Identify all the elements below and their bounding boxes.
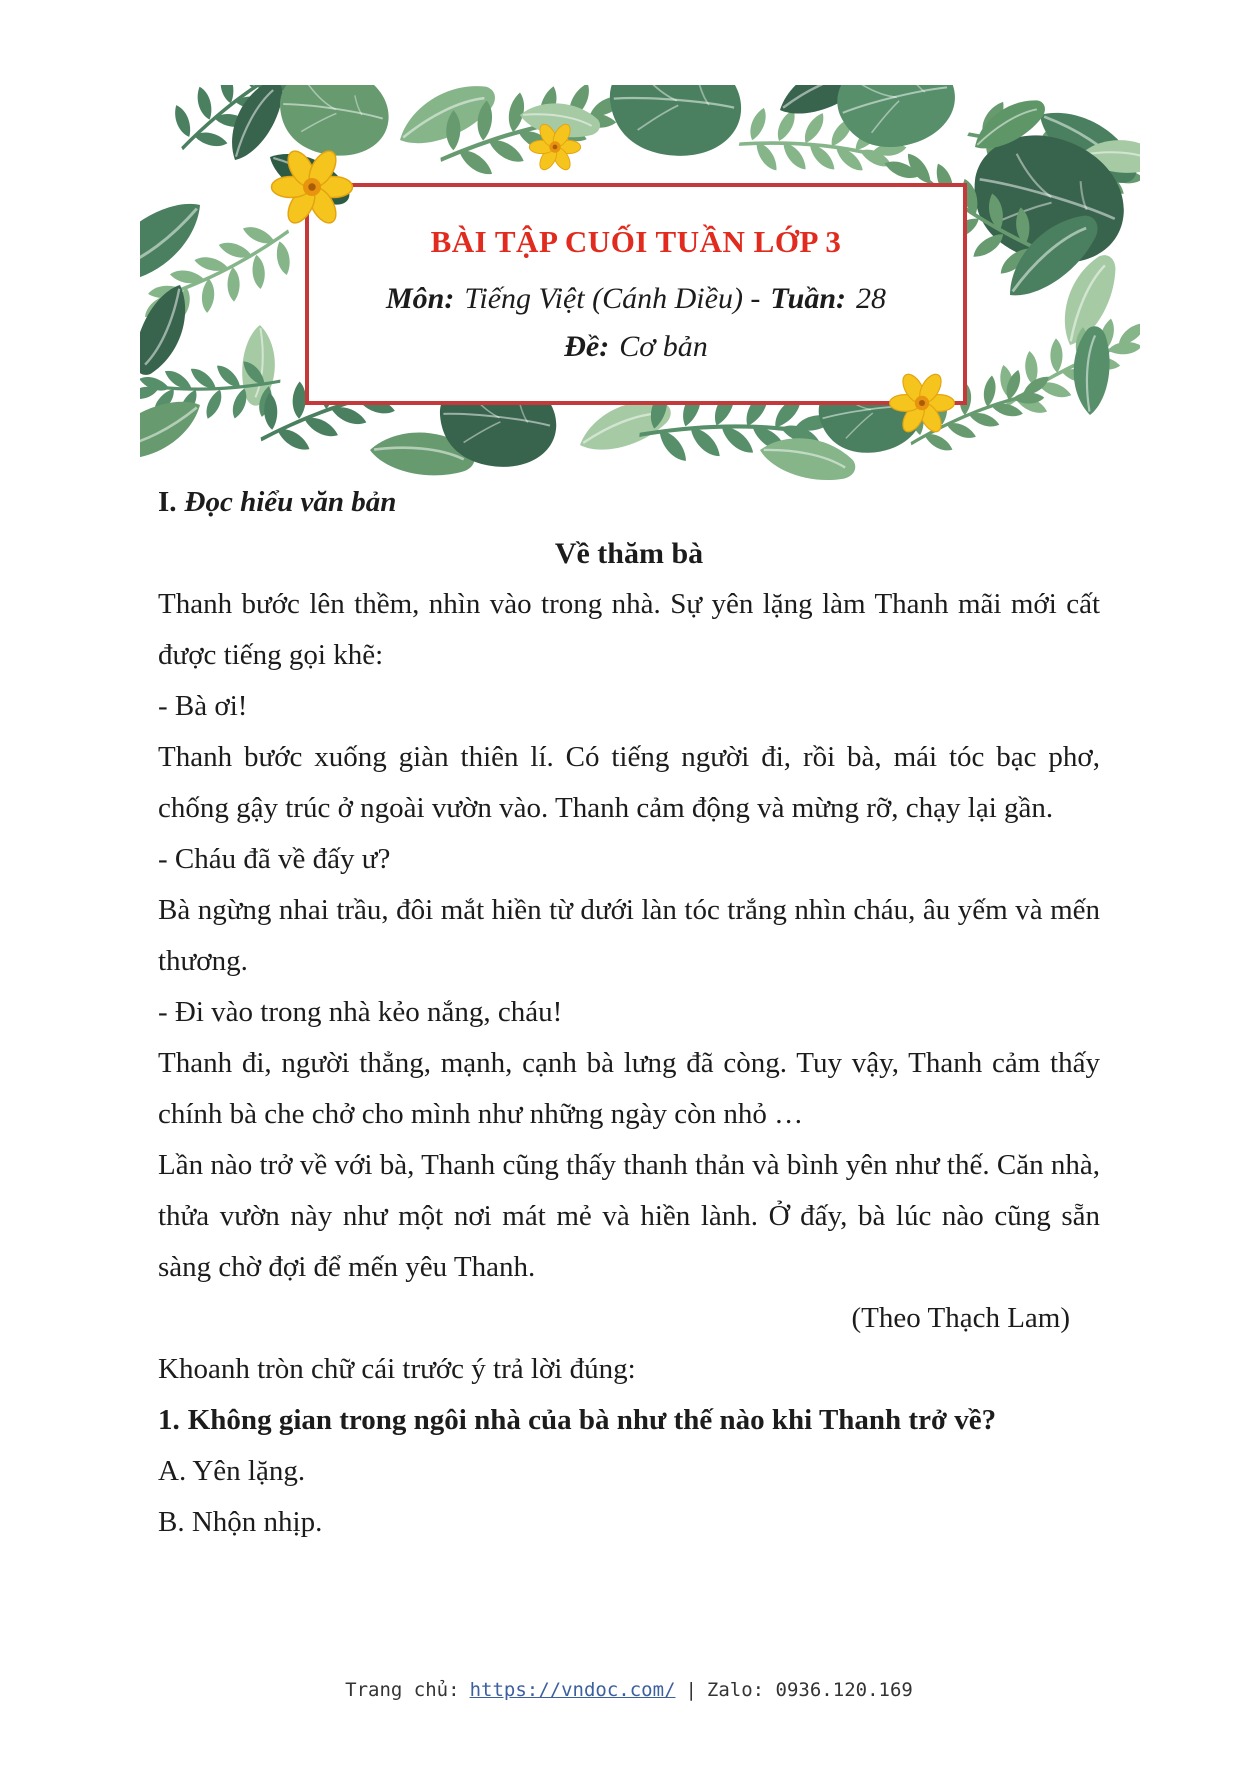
passage-paragraph: Thanh bước lên thềm, nhìn vào trong nhà. Sự yên lặng làm Thanh mãi mới cất được tiếng gọi khẽ:	[158, 588, 1100, 671]
subject-value: Tiếng Việt (Cánh Diều) -	[464, 282, 761, 315]
section-number: I.	[158, 486, 177, 518]
passage-attribution: (Theo Thạch Lam)	[851, 1302, 1070, 1334]
zalo-contact: Zalo: 0936.120.169	[706, 1679, 913, 1701]
subject-line	[386, 282, 886, 316]
subject-label: Môn:	[386, 282, 455, 315]
passage-paragraph: Bà ngừng nhai trầu, đôi mắt hiền từ dưới làn tóc trắng nhìn cháu, âu yếm và mến thương.	[158, 894, 1100, 977]
question-1-option-b: B. Nhộn nhịp.	[158, 1506, 323, 1538]
document-title: BÀI TẬP CUỐI TUẦN LỚP 3	[430, 224, 842, 259]
passage-paragraph: - Cháu đã về đấy ư?	[158, 843, 391, 875]
week-label: Tuần:	[770, 282, 846, 315]
passage-paragraph: Thanh bước xuống giàn thiên lí. Có tiếng người đi, rồi bà, mái tóc bạc phơ, chống gậy trúc ở ngoài vườn vào. Thanh cảm động và mừng rỡ, chạy lại gần.	[158, 741, 1100, 824]
title-box	[307, 185, 965, 403]
section-title: Đọc hiểu văn bản	[184, 486, 397, 518]
passage-paragraph: - Đi vào trong nhà kẻo nắng, cháu!	[158, 996, 563, 1028]
home-url-link[interactable]: https://vndoc.com/	[469, 1679, 676, 1701]
exam-value: Cơ bản	[619, 330, 708, 363]
page-footer	[0, 1668, 1258, 1712]
exam-label: Đề:	[564, 330, 610, 363]
passage-paragraph: - Bà ơi!	[158, 690, 248, 722]
week-value: 28	[856, 282, 886, 315]
home-label: Trang chủ:	[345, 1679, 460, 1701]
worksheet-content	[158, 477, 1100, 1548]
question-text: Không gian trong ngôi nhà của bà như thế nào khi Thanh trở về?	[187, 1404, 997, 1436]
passage-paragraph: Thanh đi, người thẳng, mạnh, cạnh bà lưng đã còng. Tuy vậy, Thanh cảm thấy chính bà che chở cho mình như những ngày còn nhỏ …	[158, 1047, 1100, 1130]
passage-paragraph: Lần nào trở về với bà, Thanh cũng thấy thanh thản và bình yên như thế. Căn nhà, thửa vườn này như một nơi mát mẻ và hiền lành. Ở đấy, bà lúc nào cũng sẵn sàng chờ đợi để mến yêu Thanh.	[158, 1149, 1100, 1283]
section-heading	[158, 477, 1100, 528]
question-1	[158, 1395, 1100, 1446]
question-1-option-a: A. Yên lặng.	[158, 1455, 306, 1487]
question-number: 1.	[158, 1404, 180, 1436]
passage-title: Về thăm bà	[554, 537, 704, 570]
footer-separator: |	[685, 1679, 697, 1701]
exam-line	[564, 330, 708, 364]
instruction-text: Khoanh tròn chữ cái trước ý trả lời đúng:	[158, 1353, 636, 1385]
